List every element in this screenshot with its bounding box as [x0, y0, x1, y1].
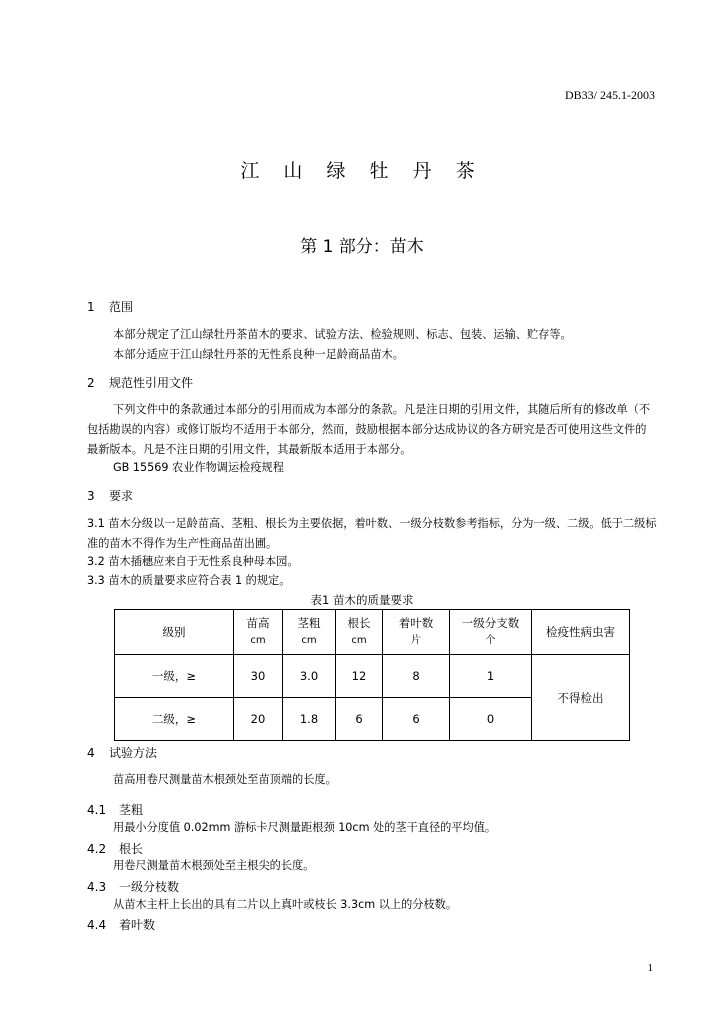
- height-cell: 20: [234, 698, 283, 741]
- subsection-4-1-heading: 4.1 茎粗: [87, 803, 144, 817]
- root-cell: 12: [336, 655, 383, 698]
- header-cell: 茎粗 cm: [283, 610, 336, 655]
- clause-3-3: 3.3 苗木的质量要求应符合表 1 的规定。: [87, 574, 291, 587]
- header-cell: 着叶数 片: [383, 610, 450, 655]
- header-cell: 级别: [115, 610, 234, 655]
- normative-reference: GB 15569 农业作物调运检疫规程: [113, 461, 284, 474]
- subsection-4-1-text: 用最小分度值 0.02mm 游标卡尺测量距根颈 10cm 处的茎干直径的平均值。: [113, 821, 497, 834]
- clause-3-1: 3.1 苗木分级以一足龄苗高、茎粗、根长为主要依据，着叶数、一级分枝数参考指标，分为一级、二级。低于二级标准的苗木不得作为生产性商品苗出圃。: [87, 517, 657, 550]
- section-title: 要求: [109, 489, 134, 503]
- header-cell: 苗高 cm: [234, 610, 283, 655]
- pest-cell: 不得检出: [532, 655, 630, 741]
- branches-cell: 0: [450, 698, 532, 741]
- section-1-heading: [87, 298, 133, 315]
- leaves-cell: 6: [383, 698, 450, 741]
- section-4-intro: 苗高用卷尺测量苗木根颈处至苗顶端的长度。: [113, 773, 337, 786]
- section-number: 4: [87, 746, 95, 760]
- page-number: 1: [647, 962, 653, 974]
- section-title: 范围: [109, 300, 134, 314]
- grade-cell: 二级，≥: [115, 698, 234, 741]
- document-subtitle: 第 1 部分：苗木: [300, 237, 424, 257]
- section-number: 2: [87, 376, 95, 390]
- subsection-4-4-heading: 4.4 着叶数: [87, 918, 156, 932]
- branches-cell: 1: [450, 655, 532, 698]
- header-cell: 根长 cm: [336, 610, 383, 655]
- section-1-paragraph-1: 本部分规定了江山绿牡丹茶苗木的要求、试验方法、检验规则、标志、包装、运输、贮存等。: [113, 328, 572, 341]
- document-number: DB33/ 245.1-2003: [565, 88, 655, 102]
- section-number: 1: [87, 300, 95, 314]
- table-header-row: [115, 610, 630, 655]
- section-2-paragraph: 下列文件中的条款通过本部分的引用而成为本部分的条款。凡是注日期的引用文件，其随后所有的修改单（不包括勘误的内容）或修订版均不适用于本部分，然而，鼓励根据本部分达成协议的各方研究是否可使用这些文件的最新版本。凡是不注日期的引用文件，其最新版本适用于本部分。: [87, 403, 651, 456]
- section-3-heading: [87, 487, 133, 504]
- subsection-4-2-heading: 4.2 根长: [87, 842, 144, 856]
- section-title: 试验方法: [109, 746, 158, 760]
- height-cell: 30: [234, 655, 283, 698]
- header-cell: 一级分支数 个: [450, 610, 532, 655]
- subsection-4-2-text: 用卷尺测量苗木根颈处至主根尖的长度。: [113, 859, 315, 872]
- stem-cell: 3.0: [283, 655, 336, 698]
- table-row: [115, 655, 630, 698]
- header-cell: 检疫性病虫害: [532, 610, 630, 655]
- section-number: 3: [87, 489, 95, 503]
- section-title: 规范性引用文件: [109, 376, 194, 390]
- subsection-4-3-heading: 4.3 一级分枝数: [87, 880, 180, 894]
- leaves-cell: 8: [383, 655, 450, 698]
- grade-cell: 一级，≥: [115, 655, 234, 698]
- clause-3-2: 3.2 苗木插穗应来自于无性系良种母本园。: [87, 555, 299, 568]
- stem-cell: 1.8: [283, 698, 336, 741]
- section-1-paragraph-2: 本部分适应于江山绿牡丹茶的无性系良种一足龄商品苗木。: [113, 348, 404, 361]
- table-caption: 表1 苗木的质量要求: [310, 593, 414, 607]
- quality-requirements-table: [114, 609, 630, 741]
- section-4-heading: [87, 744, 157, 761]
- section-2-heading: [87, 374, 193, 391]
- document-title: 江 山 绿 牡 丹 茶: [240, 160, 484, 182]
- root-cell: 6: [336, 698, 383, 741]
- subsection-4-3-text: 从苗木主杆上长出的具有二片以上真叶或枝长 3.3cm 以上的分枝数。: [113, 898, 458, 911]
